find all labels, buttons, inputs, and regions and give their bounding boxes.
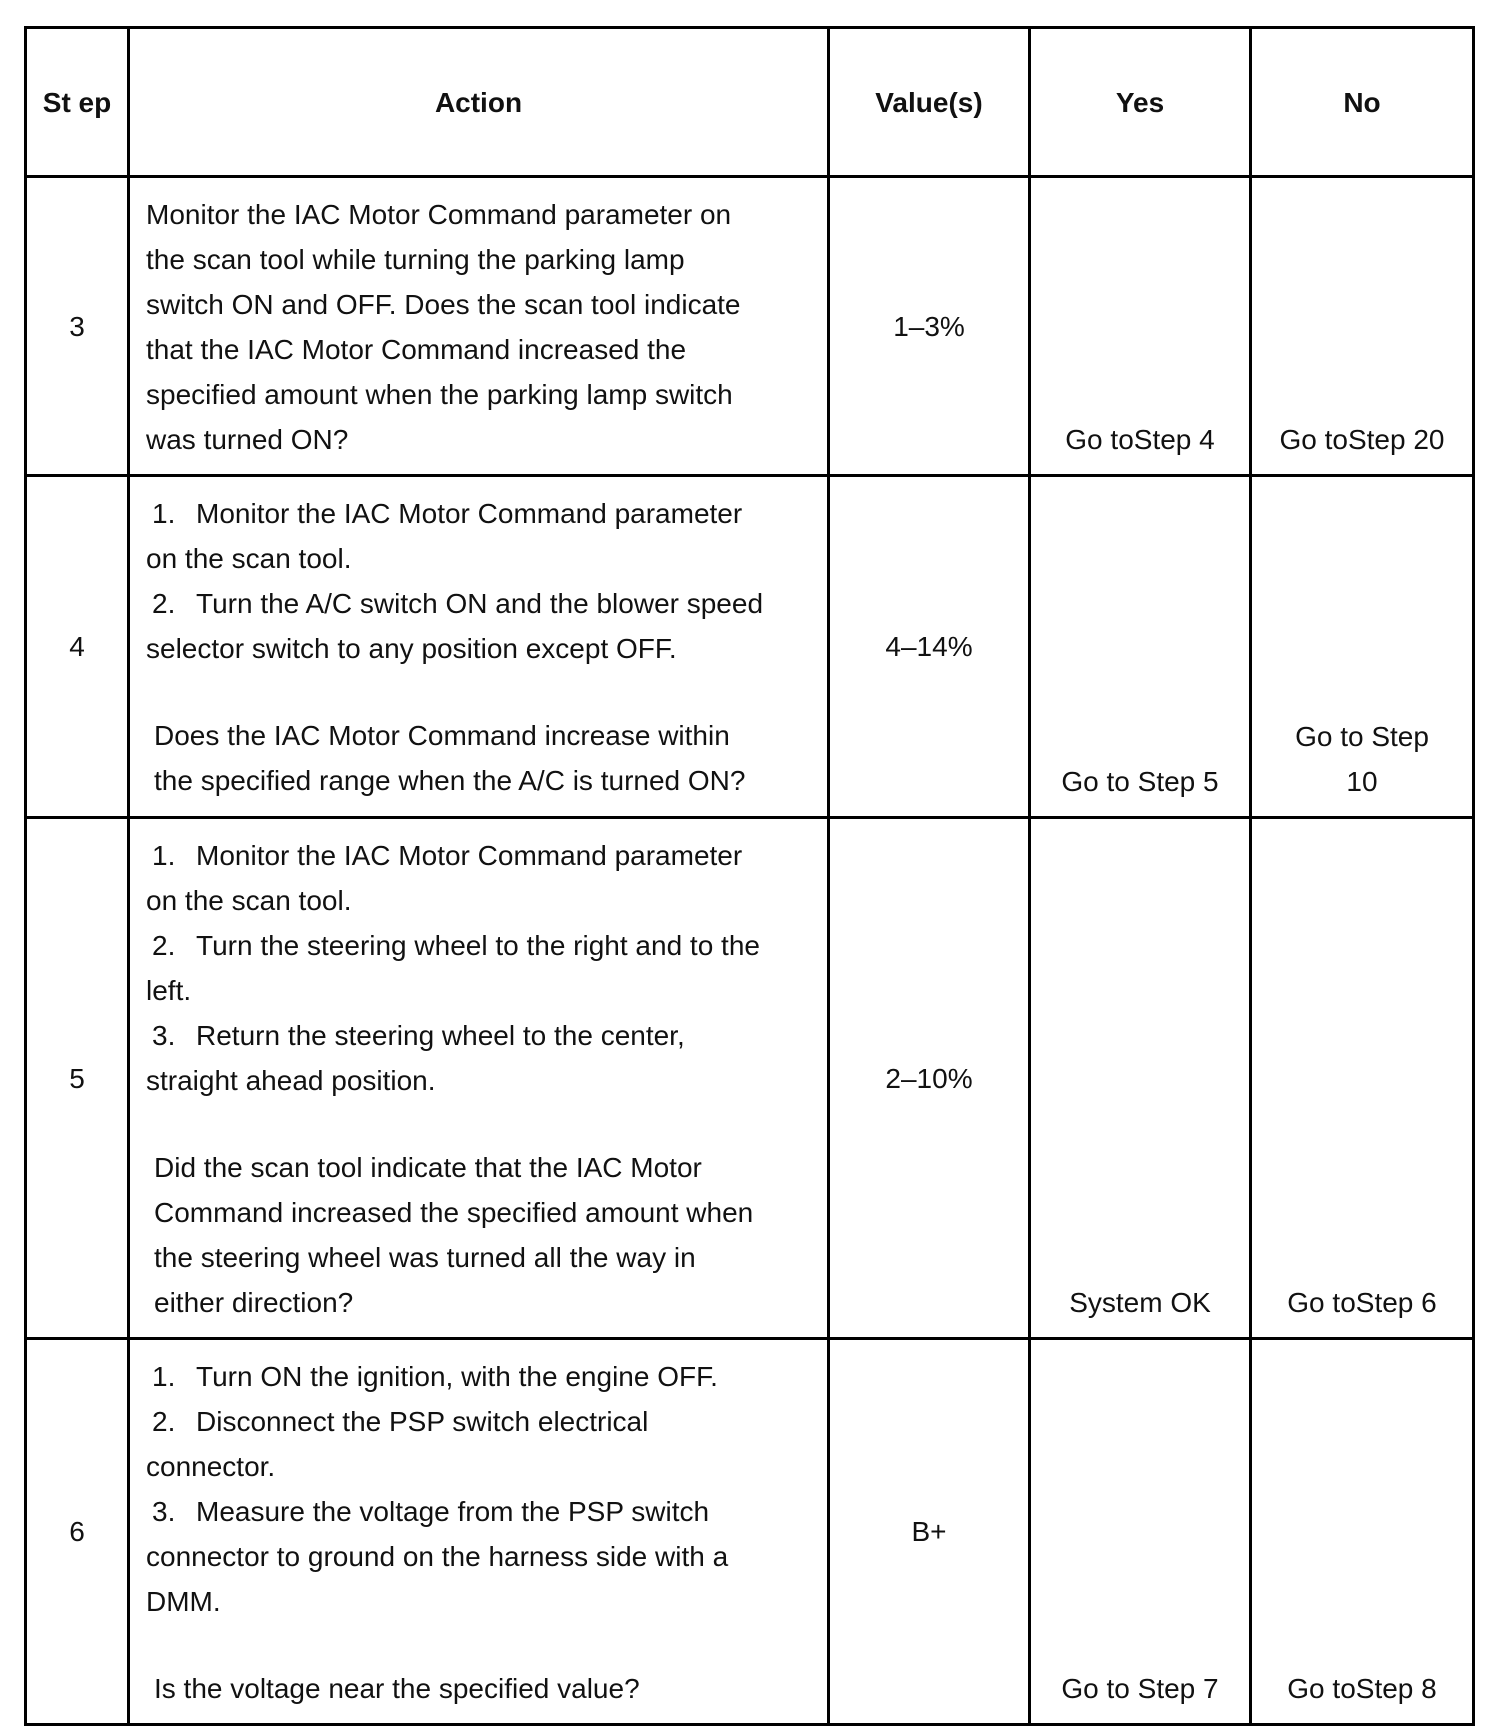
step-number: 4 [26, 476, 129, 818]
yes-cell: System OK [1030, 818, 1251, 1339]
action-cell [129, 476, 829, 818]
action-item-text: Turn the A/C switch ON and the blower speed selector switch to any position except OFF. [146, 588, 764, 664]
table-row [26, 1339, 1474, 1725]
action-item-text: Disconnect the PSP switch electrical connector. [146, 1406, 649, 1482]
step-number: 5 [26, 818, 129, 1339]
no-cell: Go toStep 20 [1251, 177, 1474, 476]
action-item: 3. Return the steering wheel to the center, straight ahead position. [146, 1020, 685, 1096]
action-item-text: Measure the voltage from the PSP switch connector to ground on the harness side with a DMM. [146, 1496, 729, 1617]
action-item: 1. Monitor the IAC Motor Command parameter on the scan tool. [146, 498, 743, 574]
header-yes: Yes [1030, 28, 1251, 177]
no-cell [1251, 476, 1474, 818]
header-no: No [1251, 28, 1474, 177]
action-item: 3. Measure the voltage from the PSP switch connector to ground on the harness side with a DMM. [146, 1496, 729, 1617]
no-cell-text: Go to Step 10 [1295, 721, 1429, 797]
diagnostic-table [24, 26, 1475, 1726]
step-number: 6 [26, 1339, 129, 1725]
table-row [26, 818, 1474, 1339]
action-item-text: Monitor the IAC Motor Command parameter on the scan tool. [146, 840, 743, 916]
action-item: 2. Disconnect the PSP switch electrical connector. [146, 1406, 649, 1482]
action-item-text: Monitor the IAC Motor Command parameter on the scan tool. [146, 498, 743, 574]
action-cell [129, 177, 829, 476]
yes-cell: Go to Step 5 [1030, 476, 1251, 818]
action-text: Monitor the IAC Motor Command parameter on the scan tool while turning the parking lamp switch ON and OFF. Does the scan tool indicate that the IAC Motor Command increased the specified amount when the parking lamp switch was turned ON? [146, 199, 741, 455]
action-item-text: Turn ON the ignition, with the engine OFF. [196, 1361, 718, 1392]
action-question: Is the voltage near the specified value? [154, 1673, 640, 1704]
table-row [26, 177, 1474, 476]
action-item: 1. Monitor the IAC Motor Command parameter on the scan tool. [146, 840, 743, 916]
action-item-text: Turn the steering wheel to the right and to the left. [146, 930, 760, 1006]
header-values: Value(s) [829, 28, 1030, 177]
no-cell: Go toStep 6 [1251, 818, 1474, 1339]
action-item-text: Return the steering wheel to the center, straight ahead position. [146, 1020, 685, 1096]
yes-cell: Go toStep 4 [1030, 177, 1251, 476]
value-cell: 1–3% [829, 177, 1030, 476]
value-cell: 4–14% [829, 476, 1030, 818]
action-item: 1. Turn ON the ignition, with the engine OFF. [152, 1361, 718, 1392]
header-row [26, 28, 1474, 177]
value-cell: 2–10% [829, 818, 1030, 1339]
no-cell: Go toStep 8 [1251, 1339, 1474, 1725]
table-row [26, 476, 1474, 818]
action-item: 2. Turn the steering wheel to the right and to the left. [146, 930, 760, 1006]
step-number: 3 [26, 177, 129, 476]
action-cell [129, 818, 829, 1339]
header-action: Action [129, 28, 829, 177]
action-item: 2. Turn the A/C switch ON and the blower speed selector switch to any position except OFF. [146, 588, 764, 664]
action-question: Does the IAC Motor Command increase within the specified range when the A/C is turned ON? [154, 720, 746, 796]
action-question: Did the scan tool indicate that the IAC Motor Command increased the specified amount when the steering wheel was turned all the way in either direction? [154, 1152, 754, 1318]
action-cell [129, 1339, 829, 1725]
header-step: St ep [26, 28, 129, 177]
yes-cell: Go to Step 7 [1030, 1339, 1251, 1725]
value-cell: B+ [829, 1339, 1030, 1725]
